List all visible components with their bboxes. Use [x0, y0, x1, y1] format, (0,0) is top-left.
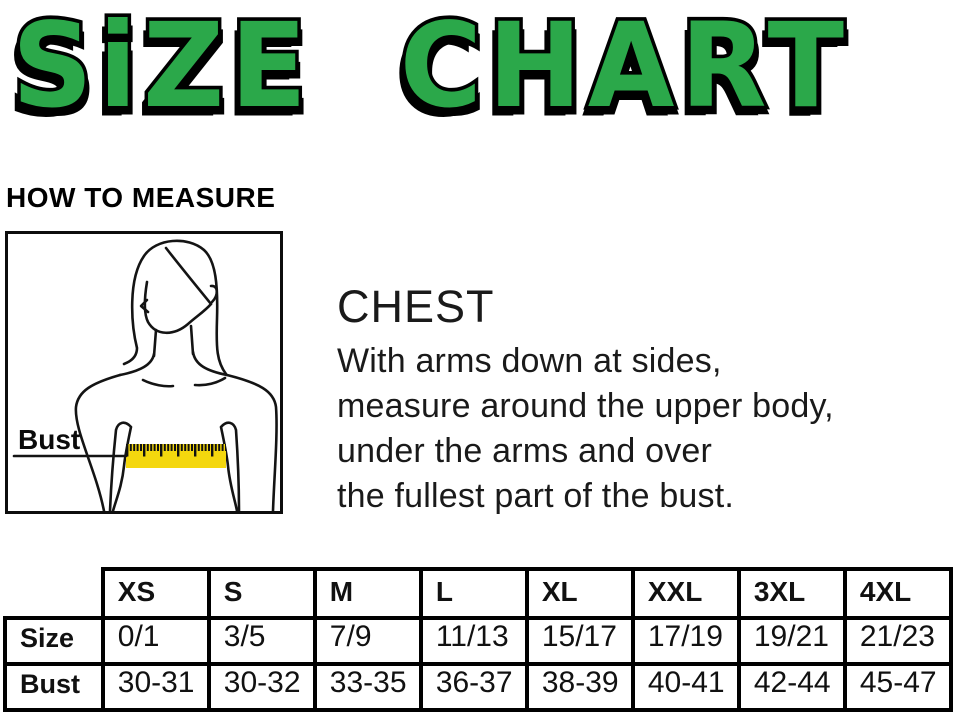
col-header-l: L	[421, 569, 527, 618]
bust-cell: 33-35	[315, 664, 421, 710]
size-table-section	[3, 567, 953, 712]
chest-heading: CHEST	[337, 281, 495, 332]
table-corner-blank	[5, 569, 103, 618]
size-cell: 21/23	[845, 618, 951, 664]
chest-line: measure around the upper body,	[337, 386, 834, 425]
size-row	[5, 618, 951, 664]
figure-face-outline	[145, 282, 211, 333]
page-title: SiZE CHART	[12, 0, 850, 135]
size-table	[3, 567, 953, 712]
col-header-m: M	[315, 569, 421, 618]
measurement-figure-box	[5, 231, 283, 514]
chest-line: the fullest part of the bust.	[337, 476, 735, 515]
col-header-s: S	[209, 569, 315, 618]
chest-instruction-lines	[337, 339, 834, 519]
figure-collarbones	[143, 378, 225, 386]
how-to-measure-heading: HOW TO MEASURE	[6, 182, 276, 213]
bust-cell: 30-32	[209, 664, 315, 710]
chest-line: under the arms and over	[337, 431, 713, 470]
figure-hair-part-line	[166, 248, 211, 304]
size-cell: 15/17	[527, 618, 633, 664]
col-header-4xl: 4XL	[845, 569, 951, 618]
col-header-xxl: XXL	[633, 569, 739, 618]
size-cell: 3/5	[209, 618, 315, 664]
bust-label: Bust	[18, 424, 81, 455]
size-table-header-row	[5, 569, 951, 618]
col-header-xl: XL	[527, 569, 633, 618]
bust-cell: 45-47	[845, 664, 951, 710]
row-label-size: Size	[5, 618, 103, 664]
bust-cell: 40-41	[633, 664, 739, 710]
chest-line: With arms down at sides,	[337, 341, 722, 380]
measuring-tape-ticks	[126, 444, 226, 457]
col-header-xs: XS	[103, 569, 209, 618]
bust-cell: 38-39	[527, 664, 633, 710]
size-cell: 0/1	[103, 618, 209, 664]
size-cell: 17/19	[633, 618, 739, 664]
bust-cell: 30-31	[103, 664, 209, 710]
size-cell: 19/21	[739, 618, 845, 664]
bust-cell: 36-37	[421, 664, 527, 710]
measurement-figure	[8, 234, 280, 511]
chest-instructions	[337, 282, 834, 519]
figure-outer-arms	[76, 375, 277, 511]
bust-row	[5, 664, 951, 710]
col-header-3xl: 3XL	[739, 569, 845, 618]
bust-cell: 42-44	[739, 664, 845, 710]
row-label-bust: Bust	[5, 664, 103, 710]
size-cell: 11/13	[421, 618, 527, 664]
size-cell: 7/9	[315, 618, 421, 664]
